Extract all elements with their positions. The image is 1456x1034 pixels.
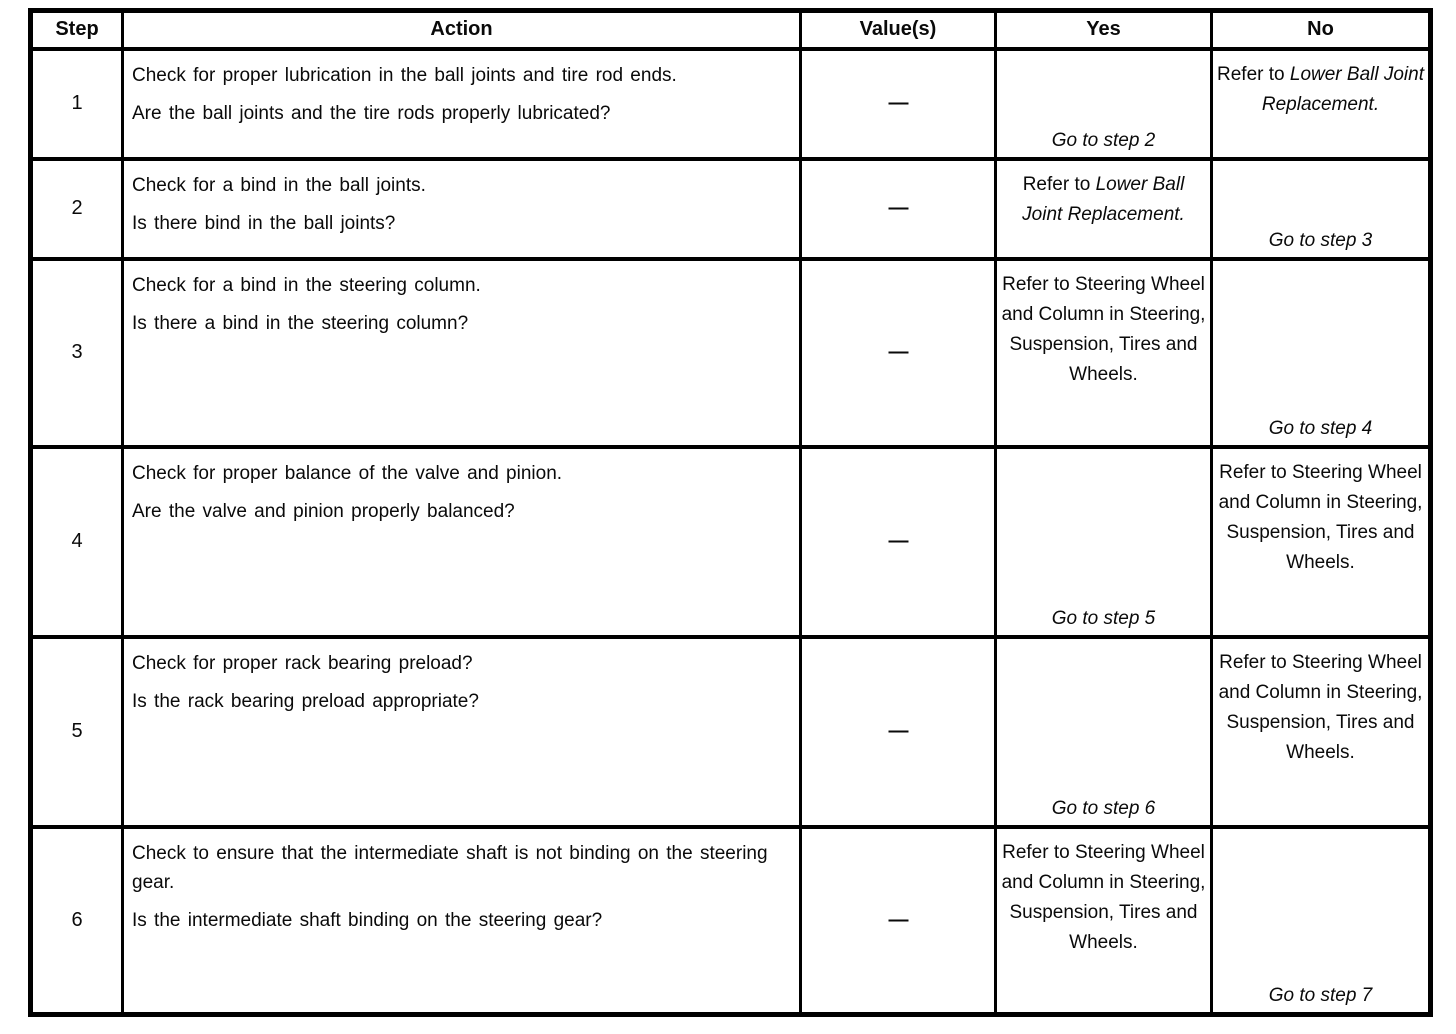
no-cell bbox=[1212, 827, 1431, 1015]
refer-text: Refer to Steering Wheel and Column in Steering, Suspension, Tires and Wheels. bbox=[1218, 461, 1423, 573]
action-question-text: Are the ball joints and the tire rods properly lubricated? bbox=[132, 102, 611, 124]
action-question-text: Is the rack bearing preload appropriate? bbox=[132, 690, 479, 712]
yes-cell bbox=[996, 159, 1212, 259]
goto-text: Go to step 6 bbox=[1051, 797, 1156, 819]
action-check-text: Check for proper balance of the valve and pinion. bbox=[132, 462, 563, 484]
action-cell bbox=[123, 827, 801, 1015]
action-cell bbox=[123, 637, 801, 827]
refer-text bbox=[997, 51, 1210, 60]
step-cell: 5 bbox=[31, 637, 123, 827]
header-step: Step bbox=[31, 11, 123, 49]
header-row bbox=[31, 11, 1431, 49]
action-question-text: Is there bind in the ball joints? bbox=[132, 212, 396, 234]
goto-text: Go to step 4 bbox=[1268, 417, 1373, 439]
table-row bbox=[31, 637, 1431, 827]
action-question-text: Are the valve and pinion properly balanced? bbox=[132, 500, 515, 522]
action-cell bbox=[123, 49, 801, 159]
refer-text bbox=[1213, 829, 1428, 838]
yes-cell bbox=[996, 637, 1212, 827]
yes-cell bbox=[996, 827, 1212, 1015]
action-question-text: Is there a bind in the steering column? bbox=[132, 312, 469, 334]
refer-text bbox=[1213, 161, 1428, 170]
yes-cell bbox=[996, 259, 1212, 447]
yes-cell bbox=[996, 49, 1212, 159]
action-cell bbox=[123, 447, 801, 637]
refer-text: Refer to Steering Wheel and Column in Steering, Suspension, Tires and Wheels. bbox=[1218, 651, 1423, 763]
header-values: Value(s) bbox=[801, 11, 996, 49]
step-cell: 2 bbox=[31, 159, 123, 259]
action-question-text: Is the intermediate shaft binding on the steering gear? bbox=[132, 909, 603, 931]
action-check-text: Check for proper lubrication in the ball joints and tire rod ends. bbox=[132, 64, 677, 86]
action-cell bbox=[123, 159, 801, 259]
header-yes: Yes bbox=[996, 11, 1212, 49]
value-cell: — bbox=[801, 637, 996, 827]
no-cell bbox=[1212, 159, 1431, 259]
value-cell: — bbox=[801, 259, 996, 447]
header-action: Action bbox=[123, 11, 801, 49]
value-cell: — bbox=[801, 447, 996, 637]
step-cell: 4 bbox=[31, 447, 123, 637]
diagnostic-table bbox=[28, 8, 1433, 1017]
goto-text: Go to step 7 bbox=[1268, 985, 1373, 1006]
refer-text: Refer to Steering Wheel and Column in Steering, Suspension, Tires and Wheels. bbox=[1001, 841, 1206, 953]
table-row bbox=[31, 259, 1431, 447]
refer-text: Refer to Lower Ball Joint Replacement. bbox=[1217, 63, 1424, 115]
step-cell: 3 bbox=[31, 259, 123, 447]
goto-text: Go to step 5 bbox=[1051, 607, 1156, 629]
yes-cell bbox=[996, 447, 1212, 637]
no-cell bbox=[1212, 259, 1431, 447]
value-cell: — bbox=[801, 159, 996, 259]
action-check-text: Check for a bind in the steering column. bbox=[132, 274, 481, 296]
header-no: No bbox=[1212, 11, 1431, 49]
table-row bbox=[31, 827, 1431, 1015]
refer-text bbox=[997, 449, 1210, 458]
refer-text: Refer to Steering Wheel and Column in Steering, Suspension, Tires and Wheels. bbox=[1001, 273, 1206, 385]
table-row bbox=[31, 447, 1431, 637]
value-cell: — bbox=[801, 827, 996, 1015]
no-cell bbox=[1212, 637, 1431, 827]
action-check-text: Check for proper rack bearing preload? bbox=[132, 652, 473, 674]
step-cell: 6 bbox=[31, 827, 123, 1015]
no-cell bbox=[1212, 447, 1431, 637]
action-check-text: Check for a bind in the ball joints. bbox=[132, 174, 426, 196]
goto-text: Go to step 2 bbox=[1051, 129, 1156, 151]
table-row bbox=[31, 159, 1431, 259]
refer-text bbox=[1213, 261, 1428, 270]
table-row bbox=[31, 49, 1431, 159]
no-cell bbox=[1212, 49, 1431, 159]
action-cell bbox=[123, 259, 801, 447]
step-cell: 1 bbox=[31, 49, 123, 159]
refer-text bbox=[997, 639, 1210, 648]
goto-text: Go to step 3 bbox=[1268, 229, 1373, 251]
action-check-text: Check to ensure that the intermediate shaft is not binding on the steering gear. bbox=[132, 842, 768, 893]
refer-text: Refer to Lower Ball Joint Replacement. bbox=[1022, 173, 1185, 225]
value-cell: — bbox=[801, 49, 996, 159]
